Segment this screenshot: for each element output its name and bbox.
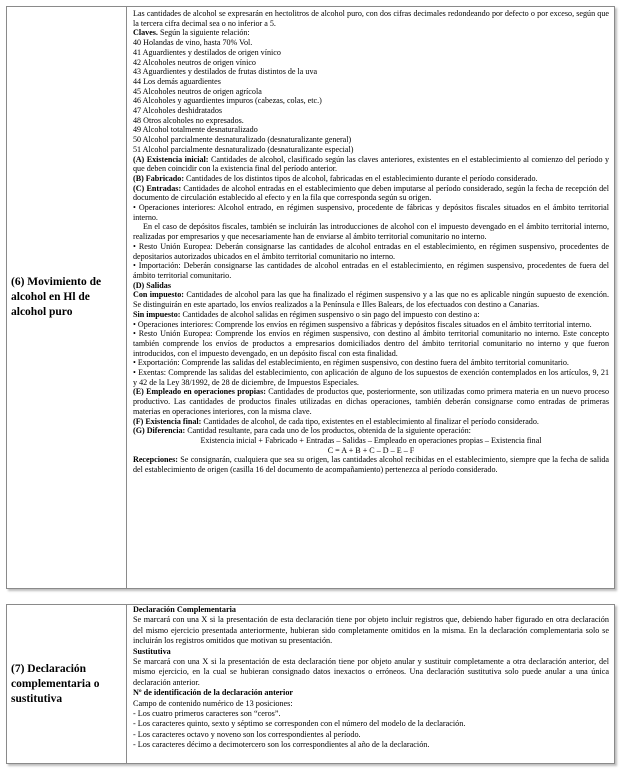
section6-paragraph-heading: (G) Diferencia:	[133, 426, 186, 436]
section6-paragraph-text: 46 Alcoholes y aguardientes impuros (cabezas, colas, etc.)	[133, 96, 322, 106]
section7-paragraph-heading: Sustitutiva	[133, 646, 171, 656]
section7-paragraph	[133, 709, 609, 719]
section6-paragraph-text: Cantidades de los distintos tipos de alcohol, fabricadas en el establecimiento durante el período considerado.	[184, 173, 538, 183]
section6-paragraph-text: Según la siguiente relación:	[157, 28, 250, 38]
section6-paragraph-text: Cantidades de productos que, posteriormente, son utilizadas como primera materia en un nuevo proceso productivo. Las cantidades de productos finales utilizadas en dichas operaciones, también deberán consignarse como entradas de primeras materias en operaciones interiores, con la misma clave.	[133, 387, 609, 416]
section6-paragraph-text: • Operaciones interiores: Alcohol entrado, en régimen suspensivo, procedente de fábricas y depósitos fiscales situados en el ámbito territorial interno.	[133, 203, 609, 222]
section-7-table	[6, 604, 615, 764]
section6-paragraph	[133, 155, 609, 174]
section6-paragraph	[133, 58, 609, 68]
section6-paragraph	[133, 387, 609, 416]
section-6-table	[6, 6, 615, 589]
section6-paragraph-text: 50 Alcohol parcialmente desnaturalizado (desnaturalizante general)	[133, 135, 352, 145]
section6-paragraph-heading: (E) Empleado en operaciones propias:	[133, 387, 266, 397]
section6-paragraph	[133, 9, 609, 28]
section6-paragraph	[133, 320, 609, 330]
section6-paragraph-text: • Operaciones interiores: Comprende los envíos en régimen suspensivo a fábricas y depósitos fiscales situados en el ámbito territorial interno.	[133, 319, 592, 329]
section6-paragraph-text: • Exportación: Comprende las salidas del establecimiento, en régimen suspensivo, con destino fuera del ámbito territorial comunitario.	[133, 358, 569, 368]
section7-paragraph-heading: Declaración Complementaria	[133, 605, 236, 614]
section7-paragraph-text: Se marcará con una X si la presentación de esta declaración tiene por objeto anular y sustituir completamente a otra declaración anterior, del mismo ejercicio, en la cual se hubieran consignado datos inexactos o erróneos. Una declaración sustitutiva solo puede anular a una única declaración anterior.	[133, 657, 609, 687]
section6-paragraph	[133, 28, 609, 38]
section7-paragraph-text: - Los caracteres décimo a decimotercero son los correspondientes al año de la declaración.	[133, 740, 430, 750]
section6-paragraph-text: Cantidades de alcohol para las que ha finalizado el régimen suspensivo y a las que no es aplicable ningún supuesto de exención. Se distinguirán en este apartado, los envíos realizados a la Península e Illes Balears, de los efectuados con destino a Canarias.	[133, 290, 609, 310]
section-7-label: (7) Declaración complementaria o sustitutiva	[11, 662, 100, 705]
section6-paragraph	[133, 145, 609, 155]
section6-paragraph-text: 48 Otros alcoholes no expresados.	[133, 115, 244, 125]
section6-paragraph-heading: (C) Entradas:	[133, 183, 182, 193]
section6-paragraph	[133, 116, 609, 126]
section6-paragraph-heading: Sin impuesto:	[133, 309, 181, 319]
section6-paragraph-heading: Recepciones:	[133, 455, 178, 465]
section6-paragraph	[133, 242, 609, 261]
section6-paragraph-text: 43 Aguardientes y destilados de frutas distintos de la uva	[133, 67, 318, 77]
section6-paragraph	[133, 106, 609, 116]
section6-paragraph	[133, 96, 609, 106]
section6-paragraph	[133, 77, 609, 87]
section6-paragraph-text: 49 Alcohol totalmente desnaturalizado	[133, 125, 258, 135]
section6-paragraph	[133, 184, 609, 203]
section7-paragraph-text: - Los cuatro primeros caracteres son “ceros”.	[133, 709, 281, 719]
section6-paragraph	[133, 290, 609, 309]
section6-paragraph-text: 45 Alcoholes neutros de origen agrícola	[133, 86, 262, 96]
section-7-label-cell	[7, 605, 127, 763]
section6-paragraph-heading: Claves.	[133, 28, 158, 38]
section6-paragraph-text: Cantidad resultante, para cada uno de los productos, obtenida de la siguiente operación:	[185, 426, 471, 436]
section-6-label: (6) Movimiento de alcohol en Hl de alcohol puro	[11, 276, 102, 318]
section6-paragraph	[133, 135, 609, 145]
section6-paragraph-text: En el caso de depósitos fiscales, también se incluirán las introducciones de alcohol con el impuesto devengado en el ámbito territorial interno, realizadas por empresarios y que necesariamente han de enviarse al ámbito territorial comunitario no interno.	[133, 222, 609, 242]
section6-paragraph-heading: (F) Existencia final:	[133, 416, 202, 426]
section6-paragraph-text: 44 Los demás aguardientes	[133, 76, 221, 86]
section6-paragraph	[133, 310, 609, 320]
section7-paragraph-text: Campo de contenido numérico de 13 posiciones:	[133, 698, 293, 708]
section6-paragraph	[133, 67, 609, 77]
section6-paragraph-text: Cantidades de alcohol, de cada tipo, existentes en el establecimiento al finalizar el período considerado.	[201, 416, 539, 426]
section6-paragraph-text: 41 Aguardientes y destilados de origen vínico	[133, 47, 281, 57]
section7-paragraph	[133, 719, 609, 729]
section6-paragraph-heading: (B) Fabricado:	[133, 173, 185, 183]
section6-paragraph	[133, 281, 609, 291]
section6-paragraph-text: 47 Alcoholes deshidratados	[133, 106, 223, 116]
section6-paragraph-text: • Resto Unión Europea: Comprende los envíos en régimen suspensivo, con destino al ámbito territorial comunitario no interno. Este concepto también comprende los envíos de productos a empresarios domiciliados dentro del ámbito territorial comunitario no interno y que fueron introducidos, con el impuesto devengado, en un depósito fiscal con esta finalidad.	[133, 329, 609, 358]
section6-paragraph-text: • Importación: Deberán consignarse las cantidades de alcohol entradas en el establecimiento, en régimen suspensivo, procedentes de fuera del ámbito territorial comunitario.	[133, 261, 609, 280]
section6-paragraph	[133, 261, 609, 280]
section6-paragraph-heading: (A) Existencia inicial:	[133, 154, 209, 164]
section7-paragraph-text: - Los caracteres quinto, sexto y séptimo se corresponden con el número del modelo de la declaración.	[133, 719, 466, 729]
section6-paragraph	[133, 417, 609, 427]
section6-paragraph-text: • Resto Unión Europea: Deberán consignarse las cantidades de alcohol entradas en el establecimiento, en régimen suspensivo, procedentes de depositarios autorizados ubicados en el ámbito territorial comunitario no interno.	[133, 241, 609, 261]
section6-paragraph	[133, 203, 609, 222]
section7-paragraph	[133, 688, 609, 698]
section6-paragraph-heading: (D) Salidas	[133, 280, 172, 290]
section-7-content	[127, 605, 614, 763]
section6-paragraph-text: • Exentas: Comprende las salidas del establecimiento, con aplicación de alguno de los supuestos de exención contemplados en los artículos, 9, 21 y 42 de la Ley 38/1992, de 28 de diciembre, de Impuestos Especiales.	[133, 368, 609, 387]
section7-paragraph	[133, 647, 609, 657]
section7-paragraph	[133, 730, 609, 740]
section-6-label-cell	[7, 7, 127, 588]
section6-paragraph	[133, 222, 609, 241]
section7-paragraph-heading: Nº de identificación de la declaración anterior	[133, 688, 294, 698]
section6-paragraph-text: Cantidades de alcohol, clasificado según las claves anteriores, existentes en el establecimiento al comienzo del período y que deben coincidir con la existencia final del período anterior.	[133, 154, 609, 174]
section6-paragraph	[133, 329, 609, 358]
section6-paragraph-text: Existencia inicial + Fabricado + Entradas – Salidas – Empleado en operaciones propias – Existencia final	[200, 435, 542, 445]
section-6-content	[127, 7, 614, 588]
section6-paragraph-text: 42 Alcoholes neutros de origen vínico	[133, 57, 256, 67]
section6-paragraph-text: Se consignarán, cualquiera que sea su origen, las cantidades alcohol recibidas en el establecimiento, siempre que la fecha de salida del establecimiento de origen (casilla 16 del documento de acompañamiento) pertenezca al período considerado.	[133, 455, 609, 475]
section7-paragraph	[133, 657, 609, 688]
section7-paragraph	[133, 740, 609, 750]
section6-paragraph-text: 40 Holandas de vino, hasta 70% Vol.	[133, 38, 253, 48]
section6-paragraph-text: Las cantidades de alcohol se expresarán en hectolitros de alcohol puro, con dos cifras decimales redondeando por defecto o por exceso, según que la tercera cifra decimal sea o no inferior a 5.	[133, 9, 609, 28]
section6-paragraph	[133, 87, 609, 97]
section6-paragraph-text: Cantidades de alcohol salidas en régimen suspensivo o sin pago del impuesto con destino a:	[180, 309, 480, 319]
section6-paragraph-text: 51 Alcohol parcialmente desnaturalizado (desnaturalizante especial)	[133, 144, 354, 154]
section6-paragraph-heading: Con impuesto:	[133, 290, 184, 300]
section7-paragraph-text: Se marcará con una X si la presentación de esta declaración tiene por objeto incluir registros que, debiendo haber figurado en otra declaración del mismo ejercicio presentada anteriormente, hubieran sido completamente omitidos en la misma. En la declaración complementaria solo se incluirán los registros omitidos que motivan su presentación.	[133, 615, 609, 646]
section6-paragraph	[133, 38, 609, 48]
section6-paragraph	[133, 358, 609, 368]
section6-paragraph	[133, 426, 609, 436]
section6-paragraph	[133, 174, 609, 184]
section7-paragraph	[133, 615, 609, 646]
section6-paragraph-text: Cantidades de alcohol entradas en el establecimiento que deben imputarse al período considerado, según la fecha de recepción del documento de circulación establecido al efecto y en la fila que corresponda según su origen.	[133, 183, 609, 203]
section6-paragraph	[133, 446, 609, 456]
section6-paragraph	[133, 455, 609, 474]
section7-paragraph	[133, 699, 609, 709]
section7-paragraph	[133, 605, 609, 615]
section6-paragraph	[133, 436, 609, 446]
section6-paragraph	[133, 125, 609, 135]
section6-paragraph	[133, 48, 609, 58]
section6-paragraph	[133, 368, 609, 387]
section6-paragraph-text: C = A + B + C – D – E – F	[327, 445, 415, 455]
section7-paragraph-text: - Los caracteres octavo y noveno son los correspondientes al período.	[133, 729, 361, 739]
